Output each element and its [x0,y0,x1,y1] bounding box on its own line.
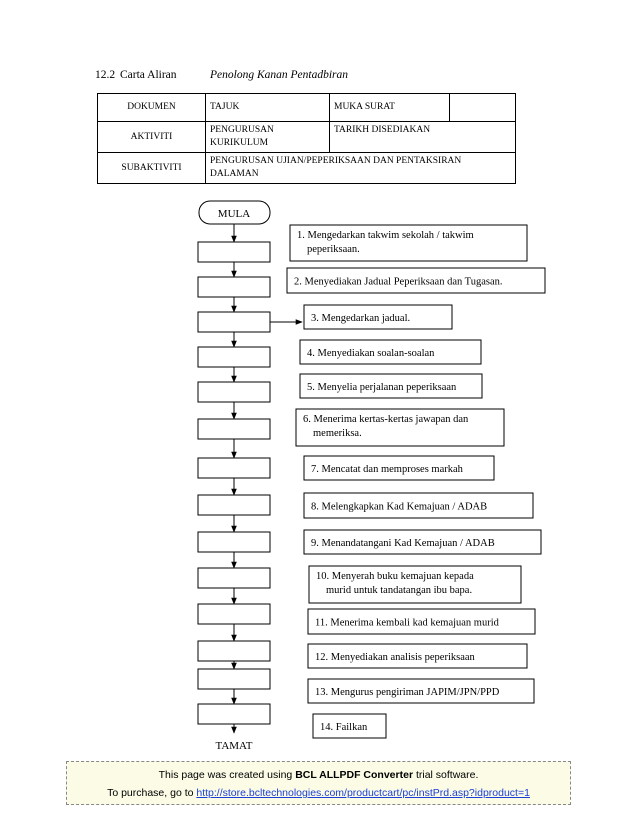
aktiviti-label: AKTIVITI [98,122,206,153]
process-box-13 [198,669,270,689]
subaktiviti-value: PENGURUSAN UJIAN/PEPERIKSAAN DAN PENTAKSIRAN DALAMAN [206,153,516,184]
step-14-text: 14. Failkan [320,722,368,733]
process-box-11 [198,604,270,624]
trial-notice-line1: This page was created using BCL ALLPDF Converter trial software. [158,769,479,781]
process-box-7 [198,458,270,478]
step-1-text: peperiksaan. [307,244,360,255]
subaktiviti-label: SUBAKTIVITI [98,153,206,184]
step-12-text: 12. Menyediakan analisis peperiksaan [315,652,475,663]
tajuk-label: TAJUK [206,94,330,122]
process-box-4 [198,347,270,367]
step-6-text: memeriksa. [313,428,362,439]
process-box-8 [198,495,270,515]
process-box-12 [198,641,270,661]
step-10-text: 10. Menyerah buku kemajuan kepada [316,571,474,582]
trial-notice-line2: To purchase, go to http://store.bcltechnologies.com/productcart/pc/instPrd.asp?idproduct=1 [107,787,530,799]
step-10-text: murid untuk tandatangan ibu bapa. [326,585,473,596]
step-5-text: 5. Menyelia perjalanan peperiksaan [307,382,457,393]
start-label: MULA [217,208,251,220]
section-label: Carta Aliran [120,69,177,81]
process-box-6 [198,419,270,439]
step-1-text: 1. Mengedarkan takwim sekolah / takwim [297,230,474,241]
step-6-text: 6. Menerima kertas-kertas jawapan dan [303,414,469,425]
section-number: 12.2 [95,69,116,81]
step-13-text: 13. Mengurus pengiriman JAPIM/JPN/PPD [315,687,500,698]
process-box-9 [198,532,270,552]
tarikh-label: TARIKH DISEDIAKAN [330,122,516,153]
step-4-text: 4. Menyediakan soalan-soalan [307,348,435,359]
step-11-text: 11. Menerima kembali kad kemajuan murid [315,617,499,629]
trial-notice [66,761,571,805]
dokumen-label: DOKUMEN [98,94,206,122]
step-2-text: 2. Menyediakan Jadual Peperiksaan dan Tugasan. [294,276,503,288]
process-box-14 [198,704,270,724]
step-9-text: 9. Menandatangani Kad Kemajuan / ADAB [311,538,495,549]
process-box-10 [198,568,270,588]
step-7-text: 7. Mencatat dan memproses markah [311,464,463,475]
step-3-text: 3. Mengedarkan jadual. [311,313,411,324]
process-box-3 [198,312,270,332]
purchase-link[interactable]: http://store.bcltechnologies.com/productcart/pc/instPrd.asp?idproduct=1 [196,787,530,799]
step-8-text: 8. Melengkapkan Kad Kemajuan / ADAB [311,501,488,513]
end-label: TAMAT [215,740,253,752]
aktiviti-value: PENGURUSAN KURIKULUM [206,122,330,153]
muka-surat-label: MUKA SURAT [330,94,450,122]
process-box-1 [198,242,270,262]
process-box-5 [198,382,270,402]
section-subtitle: Penolong Kanan Pentadbiran [210,69,348,81]
process-box-2 [198,277,270,297]
